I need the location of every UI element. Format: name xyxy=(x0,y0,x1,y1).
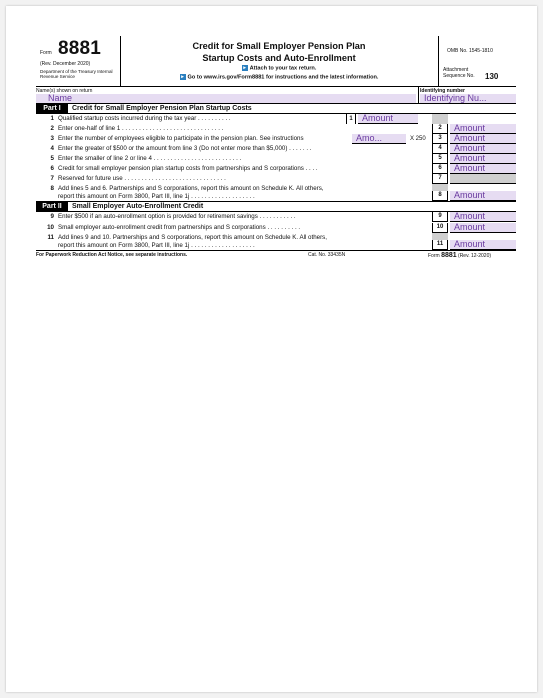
line-number: 9 xyxy=(50,213,54,220)
divider xyxy=(418,87,419,103)
line-number: 4 xyxy=(50,145,54,152)
line-box: 2 xyxy=(432,124,448,134)
line-7-reserved-cell xyxy=(450,174,516,184)
identifying-number-field[interactable]: Identifying Nu... xyxy=(420,94,516,103)
line-9 xyxy=(36,212,516,223)
line-box: 10 xyxy=(432,223,448,233)
form-number: 8881 xyxy=(58,38,102,59)
revision-date: (Rev. December 2020) xyxy=(40,61,91,67)
sequence-number: 130 xyxy=(485,72,499,81)
multiplier: X 250 xyxy=(410,136,426,142)
line-box: 4 xyxy=(432,144,448,154)
name-label: Name(s) shown on return xyxy=(36,88,93,94)
line-5-amount-field[interactable]: Amount xyxy=(450,154,516,164)
line-box: 1 xyxy=(346,114,356,124)
form-page xyxy=(6,6,537,692)
line-text: Small employer auto-enrollment credit from partnerships and S corporations . . . . . . . . . . xyxy=(58,224,301,231)
form-header xyxy=(36,36,516,87)
line-number: 6 xyxy=(50,165,54,172)
line-7 xyxy=(36,174,516,184)
line-1 xyxy=(36,114,516,124)
line-box: 3 xyxy=(432,134,448,144)
line-5 xyxy=(36,154,516,164)
line-number: 8 xyxy=(50,185,54,192)
line-1-amount-field[interactable]: Amount xyxy=(358,114,418,124)
line-box: 9 xyxy=(432,212,448,222)
line-number: 3 xyxy=(50,135,54,142)
line-number: 2 xyxy=(50,125,54,132)
catalog-number: Cat. No. 33435N xyxy=(308,252,346,258)
attachment-sequence: Attachment Sequence No. xyxy=(443,67,475,79)
form-word: Form xyxy=(40,50,52,56)
line-3-employees-field[interactable]: Amo... xyxy=(352,134,406,144)
line-number: 7 xyxy=(50,175,54,182)
part2-title: Small Employer Auto-Enrollment Credit xyxy=(72,203,204,210)
part1-header xyxy=(36,104,516,114)
form-footer xyxy=(36,250,516,261)
goto-instruction: ▸ Go to www.irs.gov/Form8881 for instructions and the latest information. xyxy=(181,74,379,81)
form-title-block xyxy=(120,36,438,86)
line-8 xyxy=(36,184,516,201)
line-10 xyxy=(36,223,516,233)
form-8881 xyxy=(36,36,516,261)
arrow-right-icon: ▸ xyxy=(181,74,184,80)
line-number: 1 xyxy=(50,115,54,122)
line-text: Enter the greater of $500 or the amount from line 3 (Do not enter more than $5,000) . . . . . . . xyxy=(58,145,312,152)
line-text: Add lines 9 and 10. Partnerships and S corporations, report this amount on Schedule K. All others, report this amount on Form 3800, Part III, line 1j . . . . . . . . . . . . . . . . . . . xyxy=(58,234,327,249)
form-title-line2: Startup Costs and Auto-Enrollment xyxy=(202,53,356,63)
line-number: 10 xyxy=(47,224,54,231)
line-box: 5 xyxy=(432,154,448,164)
form-title-line1: Credit for Small Employer Pension Plan xyxy=(192,41,366,51)
name-field[interactable]: Name xyxy=(36,94,416,103)
line-4 xyxy=(36,144,516,154)
line-text: Enter one-half of line 1 . . . . . . . . . . . . . . . . . . . . . . . . . . . . . . xyxy=(58,125,224,132)
line-3-amount-field[interactable]: Amount xyxy=(450,134,516,144)
line-number: 5 xyxy=(50,155,54,162)
line-2-amount-field[interactable]: Amount xyxy=(450,124,516,134)
shaded-cell xyxy=(432,184,448,191)
line-text: Qualified startup costs incurred during the tax year . . . . . . . . . . xyxy=(58,115,231,122)
shaded-cell xyxy=(432,114,448,124)
line-11-amount-field[interactable]: Amount xyxy=(450,240,516,250)
part1-title: Credit for Small Employer Pension Plan Startup Costs xyxy=(72,105,252,112)
line-box: 6 xyxy=(432,164,448,174)
part2-header xyxy=(36,201,516,212)
arrow-right-icon: ▸ xyxy=(243,65,246,71)
line-3 xyxy=(36,134,516,144)
paperwork-notice: For Paperwork Reduction Act Notice, see separate instructions. xyxy=(36,252,188,258)
line-8-amount-field[interactable]: Amount xyxy=(450,191,516,201)
line-10-amount-field[interactable]: Amount xyxy=(450,223,516,233)
attach-instruction: ▸ Attach to your tax return. xyxy=(243,65,317,72)
footer-form-id: Form 8881 (Rev. 12-2020) xyxy=(428,252,492,259)
line-text: Enter the number of employees eligible to participate in the pension plan. See instructions xyxy=(58,135,304,142)
line-text: Add lines 5 and 6. Partnerships and S corporations, report this amount on Schedule K. All others, report this amount on Form 3800, Part III, line 1j . . . . . . . . . . . . . . . . . . . xyxy=(58,185,324,200)
omb-block xyxy=(438,36,517,86)
part2-tag: Part II xyxy=(36,202,68,211)
line-text: Reserved for future use . . . . . . . . . . . . . . . . . . . . . . . . . . . . . . xyxy=(58,175,226,182)
line-6-amount-field[interactable]: Amount xyxy=(450,164,516,174)
shaded-cell xyxy=(432,233,448,240)
form-id-block xyxy=(36,36,121,86)
line-box: 8 xyxy=(432,191,448,201)
name-row xyxy=(36,87,516,104)
line-2 xyxy=(36,124,516,134)
line-11 xyxy=(36,233,516,250)
id-label: Identifying number xyxy=(420,88,465,94)
line-text: Enter the smaller of line 2 or line 4 . . . . . . . . . . . . . . . . . . . . . . . . . . xyxy=(58,155,242,162)
part1-tag: Part I xyxy=(36,104,68,113)
department: Department of the Treasury Internal Revenue Service xyxy=(40,69,113,80)
line-text: Enter $500 if an auto-enrollment option is provided for retirement savings . . . . . . . . . . . xyxy=(58,213,296,220)
omb-number: OMB No. 1545-1810 xyxy=(447,48,493,54)
line-9-amount-field[interactable]: Amount xyxy=(450,212,516,222)
line-number: 11 xyxy=(47,234,54,241)
line-box: 11 xyxy=(432,240,448,250)
line-4-amount-field[interactable]: Amount xyxy=(450,144,516,154)
line-6 xyxy=(36,164,516,174)
line-box: 7 xyxy=(432,174,448,184)
line-text: Credit for small employer pension plan startup costs from partnerships and S corporations . . . . xyxy=(58,165,318,172)
